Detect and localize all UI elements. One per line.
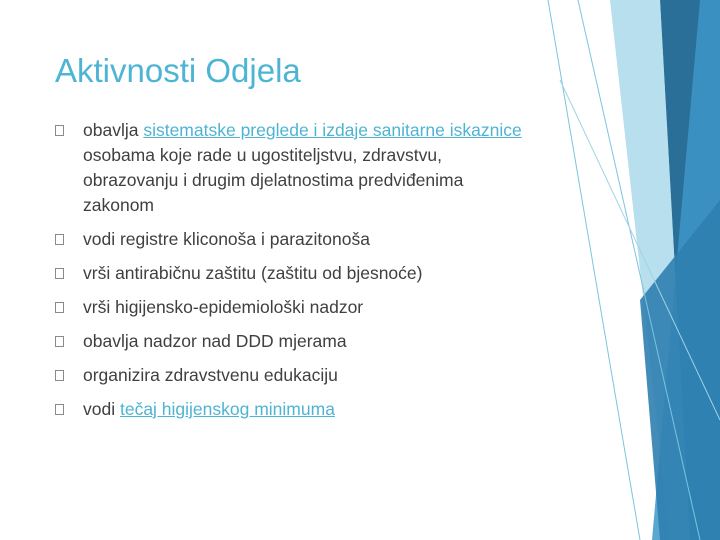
bullet-item: [55, 295, 525, 320]
hygiene-course-link[interactable]: tečaj higijenskog minimuma: [119, 399, 335, 419]
bullet-marker-icon: [55, 234, 64, 245]
bullet-marker-icon: [55, 404, 64, 415]
bullet-text: vrši antirabičnu zaštitu (zaštitu od bjesnoće): [83, 263, 423, 283]
bullet-text-prefix: obavlja: [83, 120, 144, 140]
bullet-text: obavlja nadzor nad DDD mjerama: [83, 331, 347, 351]
bullet-marker-icon: [55, 125, 64, 136]
bullet-item: [55, 118, 525, 218]
bullet-item: [55, 329, 525, 354]
bullet-marker-icon: [55, 336, 64, 347]
sanitary-checkups-link[interactable]: sistematske preglede i izdaje sanitarne iskaznice: [143, 120, 522, 140]
bullet-item: [55, 227, 525, 252]
bullet-text: organizira zdravstvenu edukaciju: [83, 365, 338, 385]
bullet-marker-icon: [55, 302, 64, 313]
bullet-text: vodi registre kliconoša i parazitonoša: [83, 229, 370, 249]
bullet-marker-icon: [55, 370, 64, 381]
slide-title: Aktivnosti Odjela: [55, 52, 301, 89]
bullet-item: [55, 363, 525, 388]
bullet-list: [55, 118, 525, 422]
bullet-marker-icon: [55, 268, 64, 279]
bullet-item: [55, 261, 525, 286]
bullet-text: vrši higijensko-epidemiološki nadzor: [83, 297, 364, 317]
bullet-text-suffix: osobama koje rade u ugostiteljstvu, zdravstvu, obrazovanju i drugim djelatnostima predviđenima zakonom: [83, 145, 464, 215]
bullet-item: [55, 397, 525, 422]
bullet-text-prefix: vodi: [83, 399, 120, 419]
